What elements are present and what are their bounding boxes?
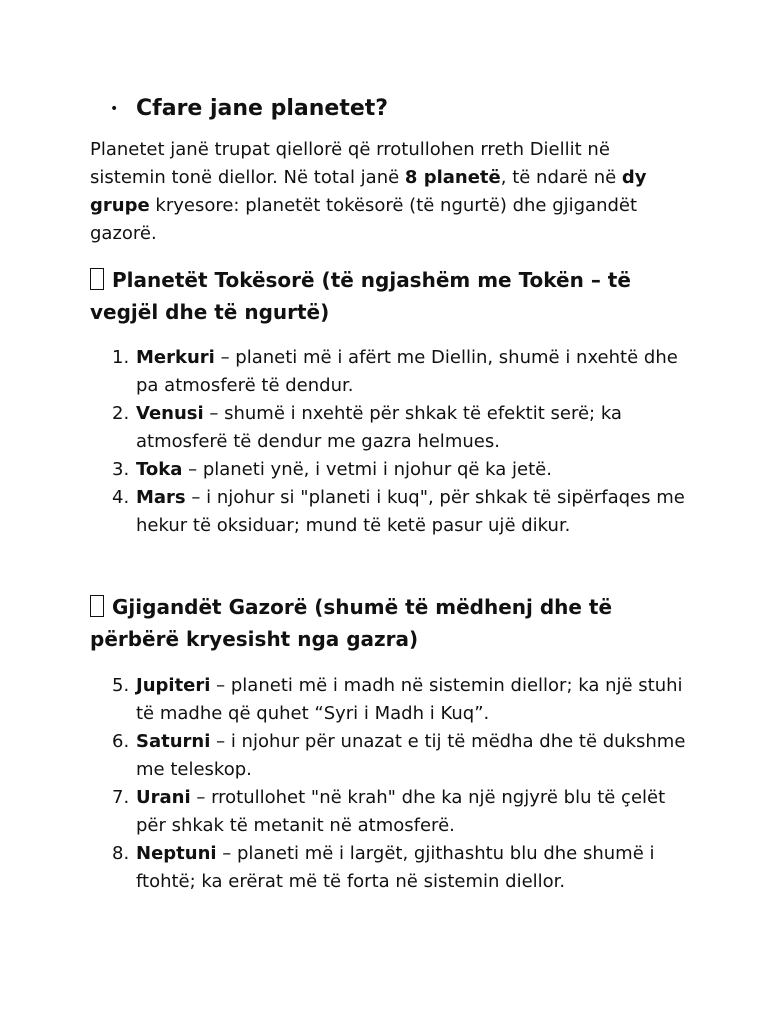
planet-name: Merkuri [136, 347, 215, 368]
list-item [90, 344, 690, 400]
bullet-icon: • [110, 101, 119, 117]
item-number: 6. [112, 731, 130, 752]
list-item [90, 400, 690, 456]
item-number: 3. [112, 459, 130, 480]
missing-glyph-icon [90, 268, 104, 290]
intro-bold-groups: dy grupe [90, 167, 647, 216]
list-item [90, 840, 690, 896]
section-heading-gas-giants [90, 591, 690, 655]
planet-description: – i njohur për unazat e tij të mëdha dhe të dukshme me teleskop. [136, 731, 686, 780]
list-item [90, 728, 690, 784]
planet-name: Jupiteri [136, 675, 211, 696]
planet-description: – planeti ynë, i vetmi i njohur që ka jetë. [182, 459, 552, 480]
planet-description: – planeti më i largët, gjithashtu blu dhe shumë i ftohtë; ka erërat më të forta në sistemin diellor. [136, 843, 655, 892]
section-heading-terrestrial [90, 264, 690, 328]
item-number: 5. [112, 675, 130, 696]
intro-text-3: kryesore: planetët tokësorë (të ngurtë) dhe gjigandët gazorë. [90, 195, 638, 244]
planet-name: Toka [136, 459, 183, 480]
list-item [90, 672, 690, 728]
planet-name: Mars [136, 487, 186, 508]
list-item [90, 456, 690, 484]
section-heading-text: Planetët Tokësorë (të ngjashëm me Tokën – të vegjël dhe të ngurtë) [90, 268, 631, 324]
item-number: 4. [112, 487, 130, 508]
planet-list-terrestrial [90, 344, 690, 540]
missing-glyph-icon [90, 595, 104, 617]
intro-text-2: , të ndarë në [500, 167, 622, 188]
planet-name: Urani [136, 787, 191, 808]
planet-description: – planeti më i afërt me Diellin, shumë i nxehtë dhe pa atmosferë të dendur. [136, 347, 678, 396]
planet-description: – i njohur si "planeti i kuq", për shkak të sipërfaqes me hekur të oksiduar; mund të ketë pasur ujë dikur. [136, 487, 685, 536]
planet-description: – rrotullohet "në krah" dhe ka një ngjyrë blu të çelët për shkak të metanit në atmosferë. [136, 787, 666, 836]
item-number: 1. [112, 347, 130, 368]
item-number: 7. [112, 787, 130, 808]
planet-name: Saturni [136, 731, 211, 752]
intro-paragraph [90, 136, 690, 248]
intro-text-1: Planetet janë trupat qiellorë që rrotullohen rreth Diellit në sistemin tonë diellor. Në total janë [90, 139, 610, 188]
planet-name: Venusi [136, 403, 204, 424]
section-heading-text: Gjigandët Gazorë (shumë të mëdhenj dhe të përbërë kryesisht nga gazra) [90, 595, 613, 651]
item-number: 2. [112, 403, 130, 424]
intro-bold-count: 8 planetë [404, 167, 501, 188]
question-heading-text: Cfare jane planetet? [136, 96, 389, 121]
list-item [90, 784, 690, 840]
list-item [90, 484, 690, 540]
planet-description: – shumë i nxehtë për shkak të efektit serë; ka atmosferë të dendur me gazra helmues. [136, 403, 622, 452]
item-number: 8. [112, 843, 130, 864]
planet-list-gas-giants [90, 672, 690, 896]
question-heading [110, 92, 388, 126]
planet-description: – planeti më i madh në sistemin diellor; ka një stuhi të madhe që quhet “Syri i Madh i Kuq”. [136, 675, 683, 724]
planet-name: Neptuni [136, 843, 217, 864]
